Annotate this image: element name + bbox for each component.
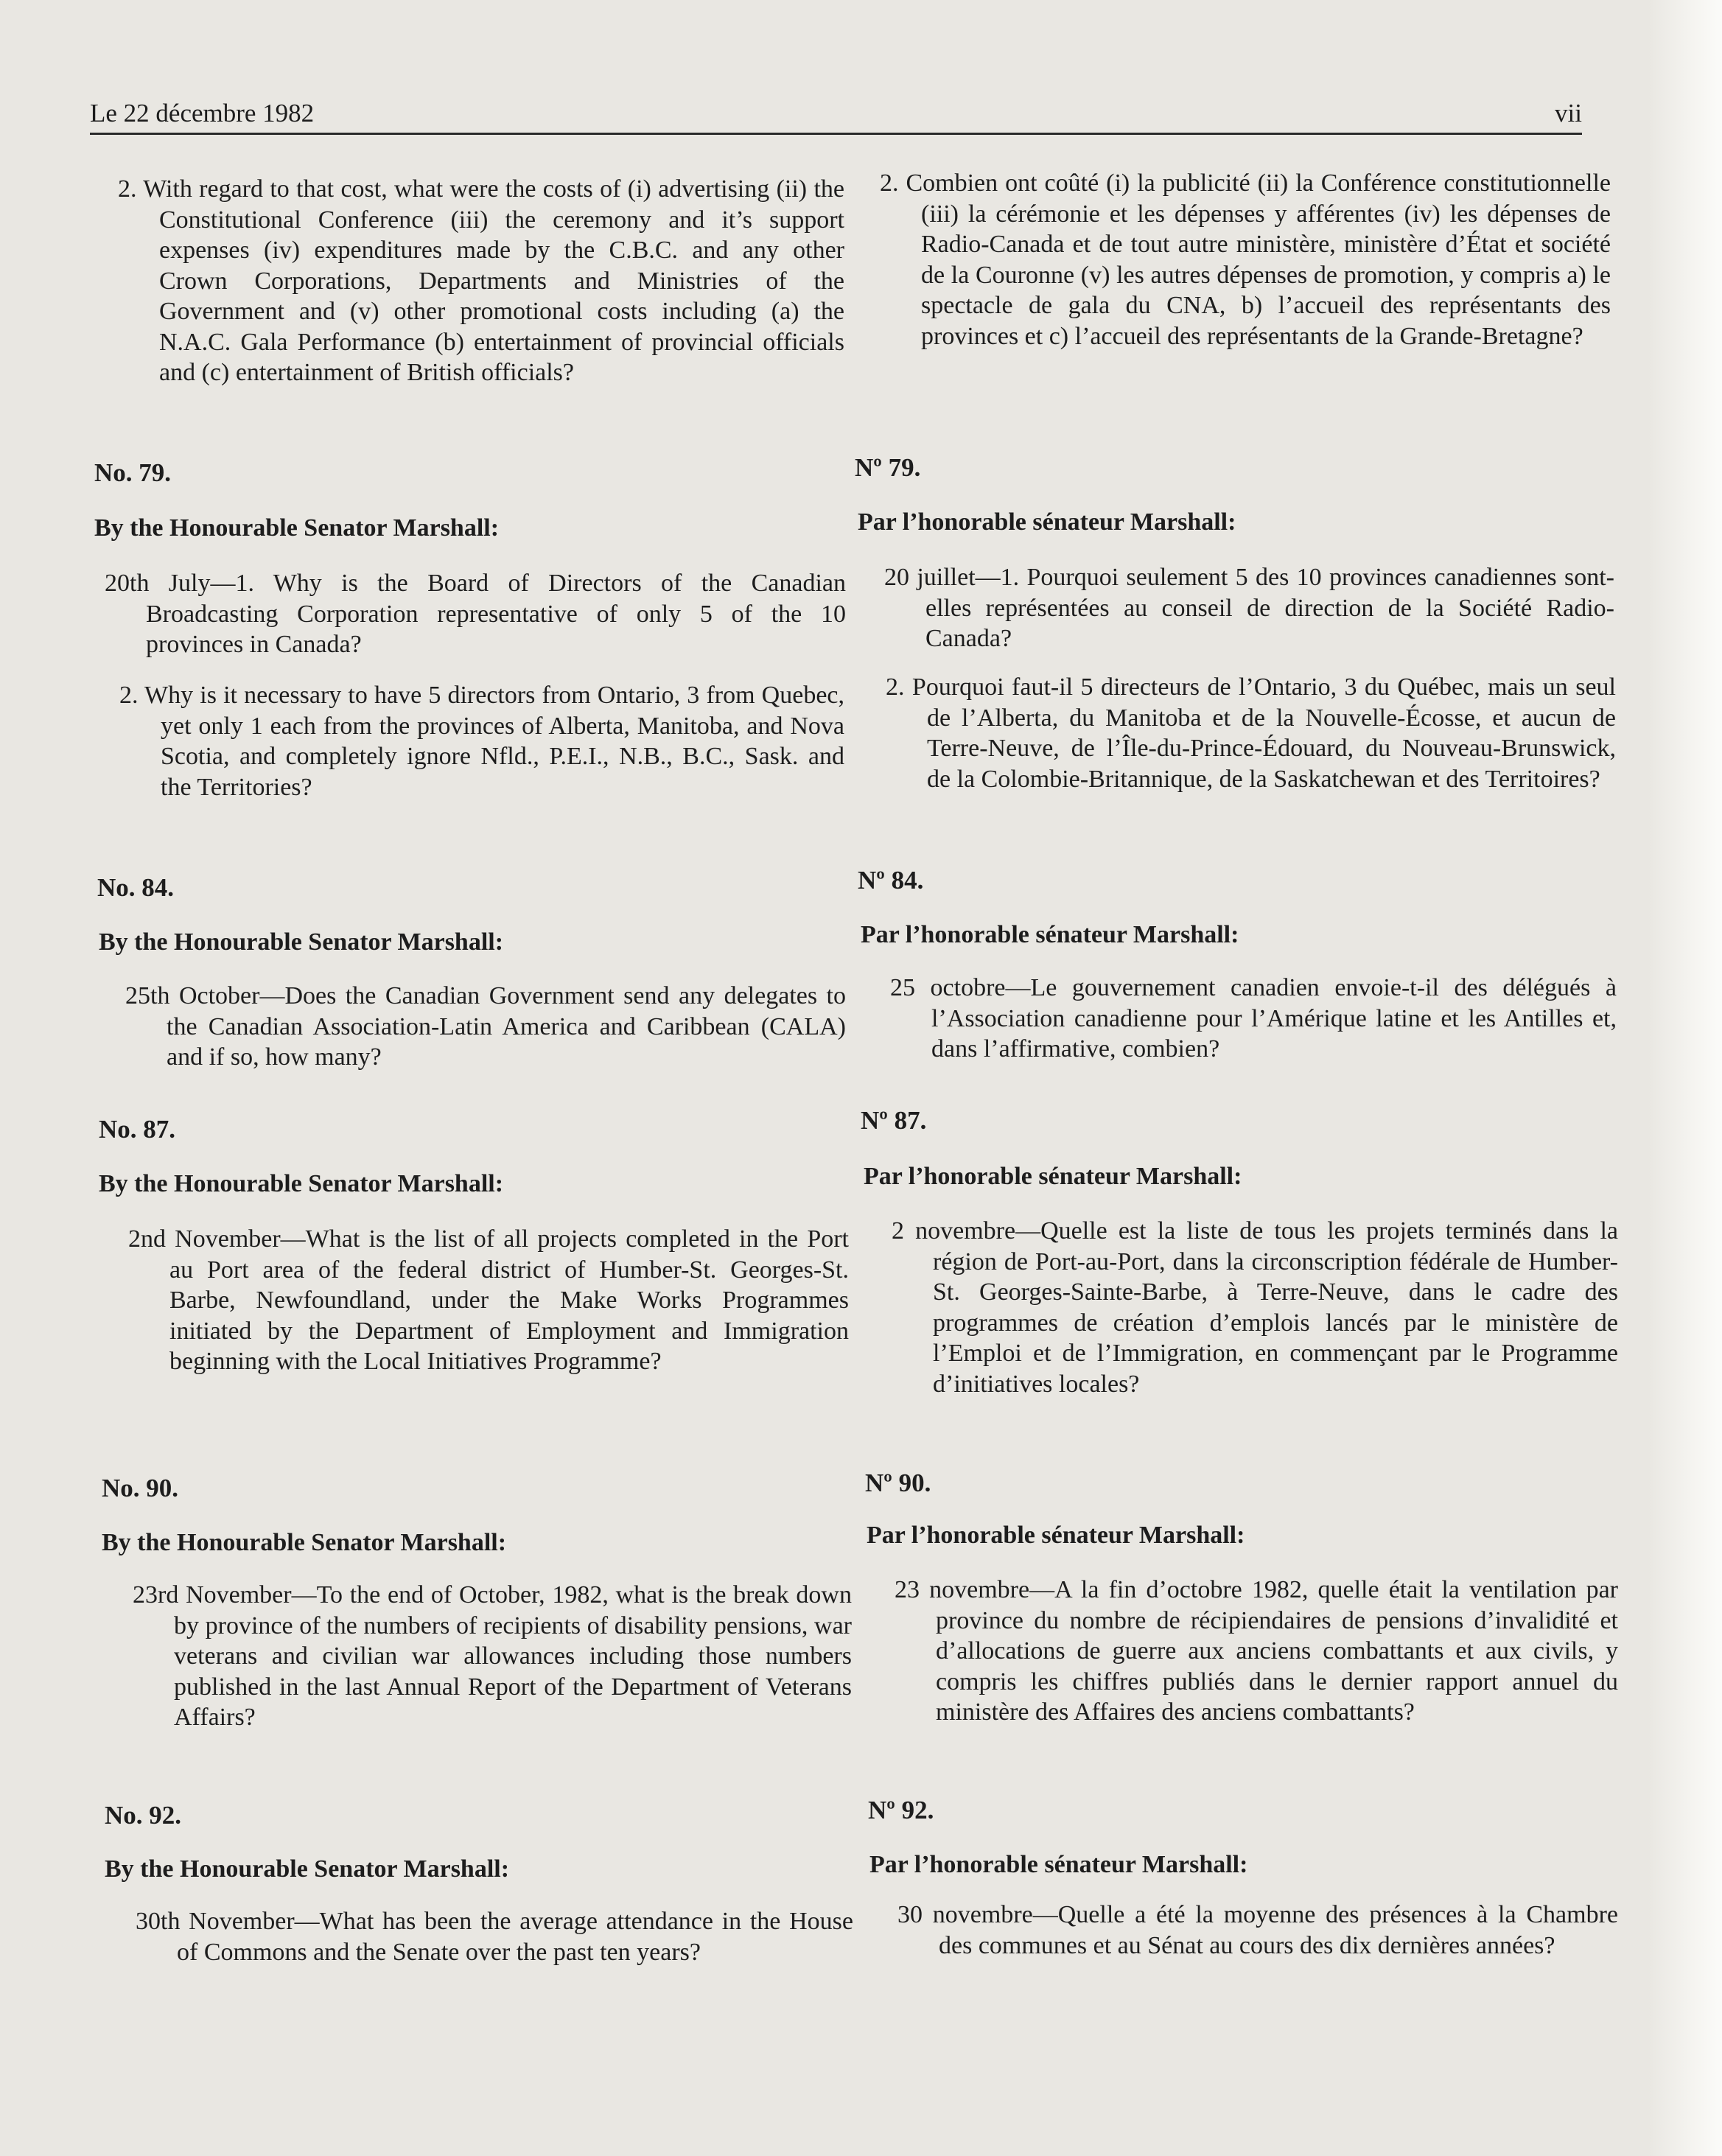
question-number-92: No. 92.: [105, 1801, 182, 1830]
question-author-79-fr: Par l’honorable sénateur Marshall:: [858, 508, 1236, 536]
question-author-84: By the Honourable Senator Marshall:: [99, 928, 504, 956]
question-84-text-fr: 25 octobre—Le gouvernement canadien envoie-t-il des délégués à l’Association canadienne pour l’Amérique latine et les Antilles et, dans l’affirmative, combien?: [890, 974, 1617, 1063]
header-date: Le 22 décembre 1982: [90, 99, 315, 127]
page-edge-shadow: [1648, 0, 1722, 2156]
question-92-text-fr: 30 novembre—Quelle a été la moyenne des présences à la Chambre des communes et au Sénat au cours des dix dernières années?: [897, 1901, 1618, 1959]
question-92-text: 30th November—What has been the average attendance in the House of Commons and the Senate over the past ten years?: [136, 1908, 853, 1966]
question-number-90: No. 90.: [102, 1474, 179, 1502]
question-90-text: 23rd November—To the end of October, 1982, what is the break down by province of the numbers of recipients of disability pensions, war veterans and civilian war allowances including those numbers published in the last Annual Report of the Department of Veterans Affairs?: [133, 1581, 852, 1731]
question-author-92: By the Honourable Senator Marshall:: [105, 1855, 510, 1883]
question-author-92-fr: Par l’honorable sénateur Marshall:: [869, 1851, 1248, 1878]
question-author-87: By the Honourable Senator Marshall:: [99, 1170, 504, 1197]
question-author-90: By the Honourable Senator Marshall:: [102, 1529, 507, 1556]
question-number-87: No. 87.: [99, 1115, 176, 1144]
page-header: [90, 94, 1582, 135]
french-intro-question: 2. Combien ont coûté (i) la publicité (ii) la Conférence constitutionnelle (iii) la cérémonie et les dépenses y afférentes (iv) les dépenses de Radio-Canada et de tout autre ministère, ministère d’État et société de la Couronne (v) les autres dépenses de promotion, y compris a) le spectacle de gala du CNA, b) l’accueil des représentants des provinces et c) l’accueil des représentants de la Grande-Bretagne?: [880, 169, 1611, 350]
page-number: vii: [1555, 99, 1582, 127]
question-90-text-fr: 23 novembre—A la fin d’octobre 1982, quelle était la ventilation par province du nombre de récipiendaires de pensions d’invalidité et d’allocations de guerre aux anciens combattants et aux civils, y compris les chiffres publiés dans le dernier rapport annuel du ministère des Affaires des anciens combattants?: [895, 1576, 1618, 1726]
question-79-part-1-fr: 20 juillet—1. Pourquoi seulement 5 des 10 provinces canadiennes sont-elles représentées au conseil de direction de la Société Radio-Canada?: [884, 564, 1614, 652]
question-79-part-2-fr: 2. Pourquoi faut-il 5 directeurs de l’Ontario, 3 du Québec, mais un seul de l’Alberta, du Manitoba et de la Nouvelle-Écosse, et aucun de Terre-Neuve, de l’Île-du-Prince-Édouard, du Nouveau-Brunswick, de la Colombie-Britannique, de la Saskatchewan et des Territoires?: [886, 673, 1616, 793]
question-author-84-fr: Par l’honorable sénateur Marshall:: [861, 921, 1239, 948]
english-intro-question: 2. With regard to that cost, what were the costs of (i) advertising (ii) the Constitutional Conference (iii) the ceremony and it’s support expenses (iv) expenditures made by the C.B.C. and any other Crown Corporations, Departments and Ministries of the Government and (v) other promotional costs including (a) the N.A.C. Gala Performance (b) entertainment of provincial officials and (c) entertainment of British officials?: [118, 175, 844, 386]
question-79-part-2: 2. Why is it necessary to have 5 directors from Ontario, 3 from Quebec, yet only 1 each from the provinces of Alberta, Manitoba, and Nova Scotia, and completely ignore Nfld., P.E.I., N.B., B.C., Sask. and the Territories?: [119, 682, 844, 801]
question-number-84-fr: Nº 84.: [858, 866, 924, 895]
question-number-92-fr: Nº 92.: [868, 1796, 934, 1824]
question-84-text: 25th October—Does the Canadian Government send any delegates to the Canadian Association-Latin America and Caribbean (CALA) and if so, how many?: [125, 982, 846, 1071]
question-author-90-fr: Par l’honorable sénateur Marshall:: [867, 1522, 1245, 1549]
question-87-text-fr: 2 novembre—Quelle est la liste de tous les projets terminés dans la région de Port-au-Port, dans la circonscription fédérale de Humber-St. Georges-Sainte-Barbe, à Terre-Neuve, dans le cadre des programmes de création d’emplois lancés par le ministère de l’Emploi et de l’Immigration, en commençant par le Programme d’initiatives locales?: [892, 1217, 1618, 1398]
question-number-79-fr: Nº 79.: [855, 453, 921, 482]
question-number-84: No. 84.: [97, 873, 175, 902]
question-number-90-fr: Nº 90.: [865, 1469, 931, 1497]
question-79-part-1: 20th July—1. Why is the Board of Directors of the Canadian Broadcasting Corporation representative of only 5 of the 10 provinces in Canada?: [105, 570, 846, 658]
question-author-79: By the Honourable Senator Marshall:: [94, 514, 500, 542]
question-author-87-fr: Par l’honorable sénateur Marshall:: [864, 1163, 1242, 1190]
question-87-text: 2nd November—What is the list of all projects completed in the Port au Port area of the federal district of Humber-St. Georges-St. Barbe, Newfoundland, under the Make Works Programmes initiated by the Department of Employment and Immigration beginning with the Local Initiatives Programme?: [128, 1225, 849, 1375]
question-number-87-fr: Nº 87.: [861, 1106, 927, 1135]
question-number-79: No. 79.: [94, 458, 172, 487]
